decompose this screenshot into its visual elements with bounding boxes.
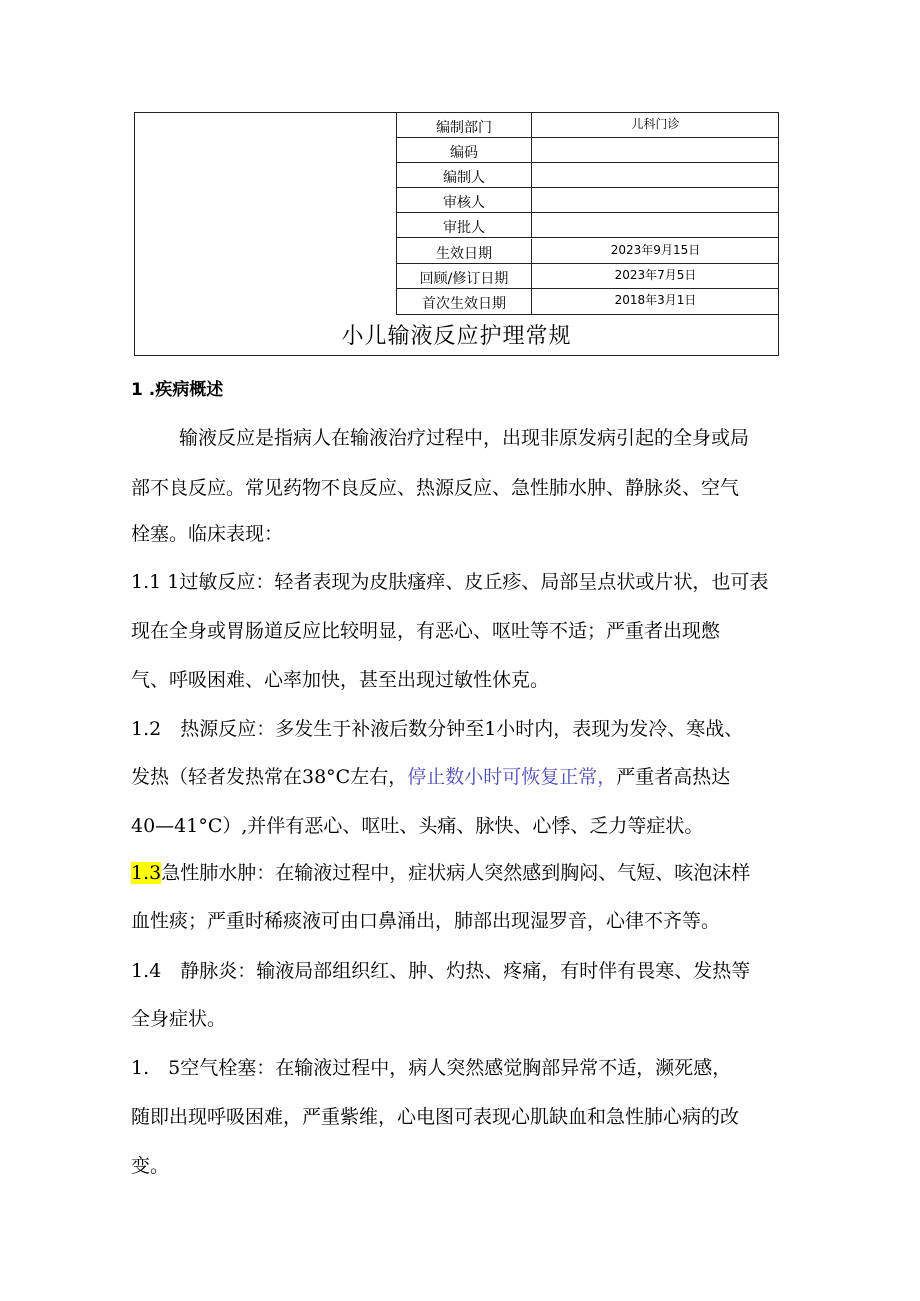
item-1-line-1: 1.1 1过敏反应：轻者表现为皮肤瘙痒、皮丘疹、局部呈点状或片状，也可表 <box>131 571 769 593</box>
header-row-first-effective-date <box>397 289 779 315</box>
row-value <box>532 213 779 237</box>
row-label: 首次生效日期 <box>397 289 532 314</box>
item-3-line-1 <box>131 862 791 884</box>
header-row-department <box>397 113 779 138</box>
logo-cell <box>135 113 397 315</box>
row-value <box>532 163 779 187</box>
row-value: 2023年9月15日 <box>610 243 701 257</box>
text-segment: 发热（轻者发热常在38°C左右， <box>131 766 408 788</box>
text-segment: 急性肺水肿：在输液过程中，症状病人突然感到胸闷、气短、咳泡沫样 <box>161 862 751 884</box>
item-1-line-3: 气、呼吸困难、心率加快，甚至出现过敏性休克。 <box>131 669 550 691</box>
item-2-line-2 <box>131 766 791 788</box>
item-3-line-2: 血性痰；严重时稀痰液可由口鼻涌出，肺部出现湿罗音，心律不齐等。 <box>131 910 721 932</box>
item-1-line-2: 现在全身或胃肠道反应比较明显，有恶心、呕吐等不适；严重者出现憋 <box>131 620 721 642</box>
document-header-table <box>134 112 779 356</box>
item-2-line-3: 40—41°C）,并伴有恶心、呕吐、头痛、脉快、心悸、乏力等症状。 <box>131 815 704 837</box>
item-2-line-1: 1.2 热源反应：多发生于补液后数分钟至1小时内，表现为发冷、寒战、 <box>131 718 744 740</box>
header-row-approver <box>397 213 779 238</box>
row-label: 生效日期 <box>397 239 532 263</box>
header-row-reviewer <box>397 188 779 213</box>
row-value: 儿科门诊 <box>631 117 680 131</box>
highlighted-number: 1.3 <box>131 862 162 884</box>
row-value <box>532 188 779 212</box>
row-label: 审核人 <box>397 188 532 212</box>
row-value: 2018年3月1日 <box>614 293 697 307</box>
intro-line-2: 部不良反应。常见药物不良反应、热源反应、急性肺水肿、静脉炎、空气 <box>131 477 740 499</box>
header-row-author <box>397 163 779 188</box>
row-label: 编制部门 <box>397 113 532 137</box>
section-heading: 1 .疾病概述 <box>131 380 224 400</box>
header-row-revision-date <box>397 264 779 289</box>
blue-text-segment: 停止数小时可恢复正常， <box>407 766 617 788</box>
item-5-line-1: 1. 5空气栓塞：在输液过程中，病人突然感觉胸部异常不适，濒死感， <box>131 1057 732 1079</box>
row-value <box>532 138 779 162</box>
row-label: 编制人 <box>397 163 532 187</box>
item-5-line-2: 随即出现呼吸困难，严重紫维，心电图可表现心肌缺血和急性肺心病的改 <box>131 1106 740 1128</box>
row-label: 审批人 <box>397 213 532 237</box>
intro-line-1: 输液反应是指病人在输液治疗过程中，出现非原发病引起的全身或局 <box>179 427 750 449</box>
intro-line-3: 栓塞。临床表现： <box>131 523 284 545</box>
text-segment: 严重者高热达 <box>616 766 731 788</box>
item-5-line-3: 变。 <box>131 1155 170 1177</box>
header-row-code <box>397 138 779 163</box>
row-label: 回顾/修订日期 <box>397 264 532 288</box>
header-row-effective-date <box>397 239 779 264</box>
row-value: 2023年7月5日 <box>614 268 697 282</box>
document-title: 小儿输液反应护理常规 <box>341 324 572 349</box>
item-4-line-1: 1.4 静脉炎：输液局部组织红、肿、灼热、疼痛，有时伴有畏寒、发热等 <box>131 960 751 982</box>
row-label: 编码 <box>397 138 532 162</box>
item-4-line-2: 全身症状。 <box>131 1008 227 1030</box>
